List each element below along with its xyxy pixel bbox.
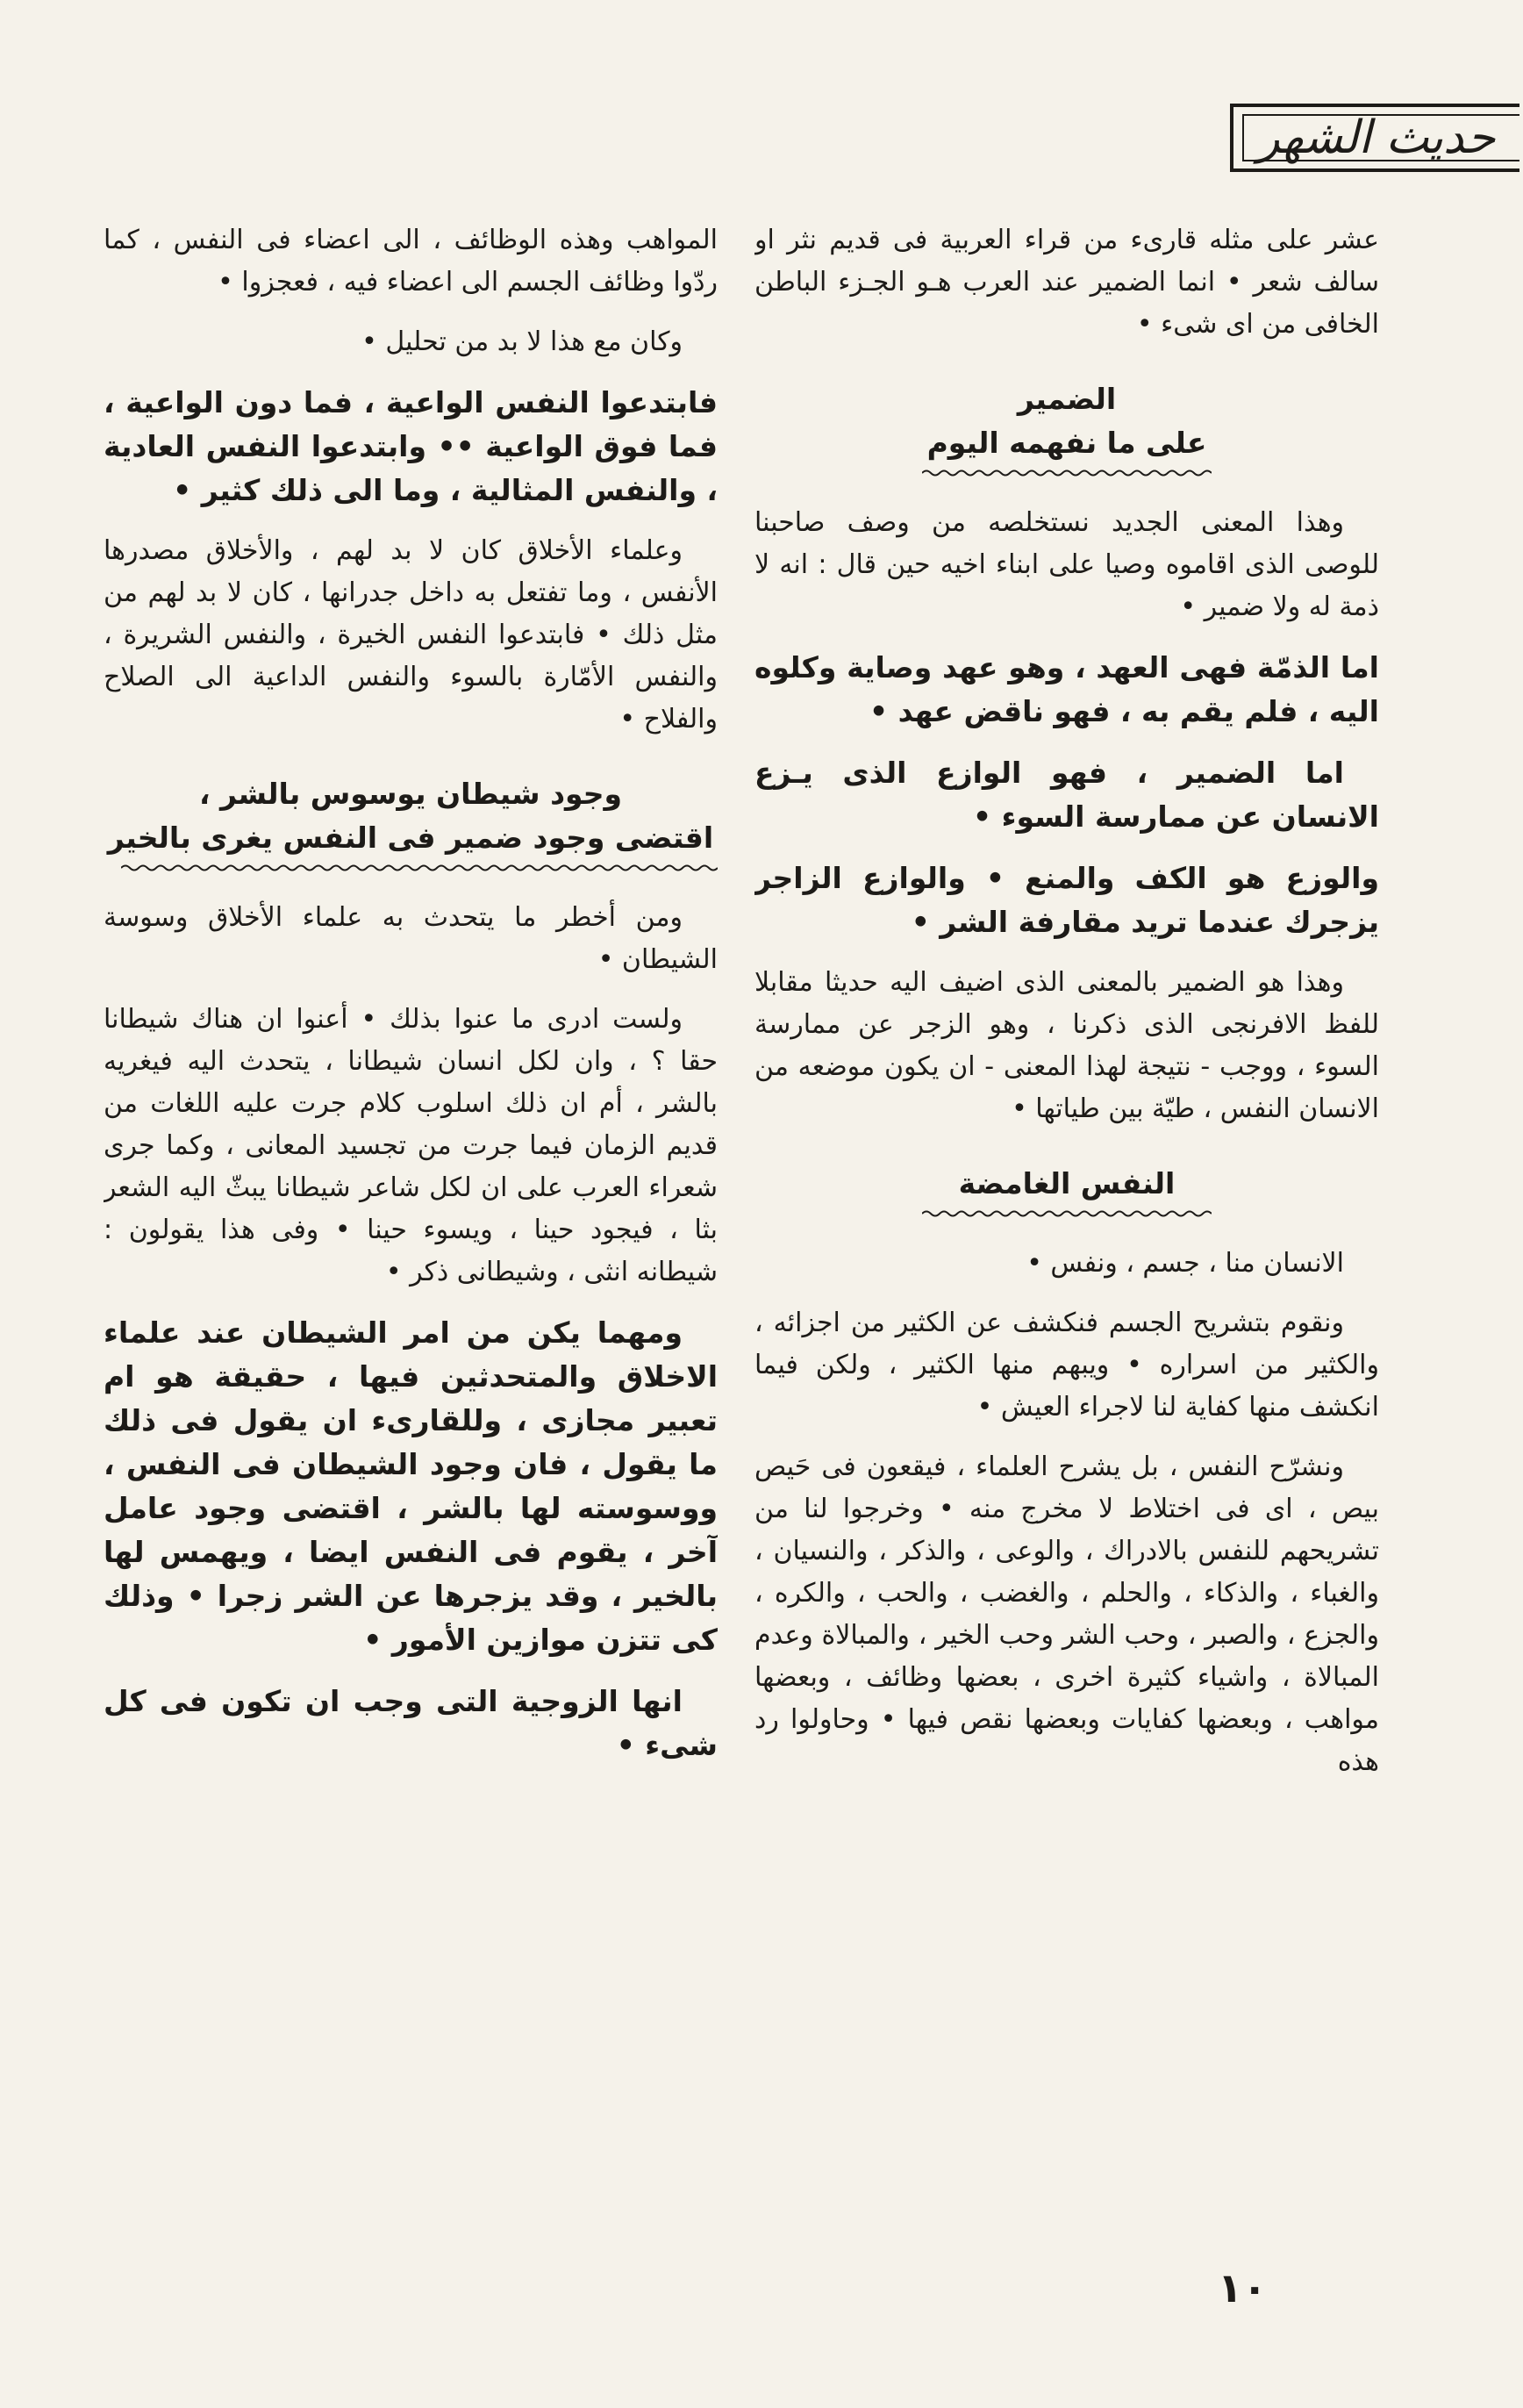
bold-paragraph: اما الضمير ، فهو الوازع الذى يـزع الانسان عن ممارسة السوء • <box>754 756 1379 834</box>
section-heading <box>104 772 718 860</box>
bold-paragraph: اما الذمّة فهى العهد ، وهو عهد وصاية وكلوه اليه ، فلم يقم به ، فهو ناقض عهد • <box>754 650 1379 728</box>
wavy-rule <box>922 469 1212 477</box>
paragraph: وهذا المعنى الجديد نستخلصه من وصف صاحبنا للوصى الذى اقاموه وصيا على ابناء اخيه حين قال : انه لا ذمة له ولا ضمير • <box>754 507 1379 622</box>
wavy-rule <box>922 1209 1212 1218</box>
paragraph: وهذا هو الضمير بالمعنى الذى اضيف اليه حديثا مقابلا للفظ الافرنجى الذى ذكرنا ، وهو الزجر عن ممارسة السوء ، ووجب - نتيجة لهذا المعنى - ان يكون موضعه من الانسان النفس ، طيّة بين طياتها • <box>754 967 1379 1124</box>
heading-line: وجود شيطان يوسوس بالشر ، <box>198 777 623 811</box>
section-title: حديث الشهر <box>1257 111 1496 164</box>
paragraph: ولست ادرى ما عنوا بذلك • أعنوا ان هناك شيطانا حقا ؟ ، وان لكل انسان شيطانا ، يتحدث اليه فيغريه بالشر ، أم ان ذلك اسلوب كلام جرت عليه اللغات من قديم الزمان فيما جرت من تجسيد المعانى ، وكما جرى شعراء العرب على ان لكل شاعر شيطانا يبثّ اليه الشعر بثا ، فيجود حينا ، ويسوء حينا • وفى هذا يقولون : شيطانه انثى ، وشيطانى ذكر • <box>104 1004 718 1287</box>
bold-paragraph: والوزع هو الكف والمنع • والوازع الزاجر يزجرك عندما تريد مقارفة الشر • <box>754 861 1379 939</box>
right-column <box>754 219 1379 2238</box>
left-column <box>104 219 718 2238</box>
section-header <box>1230 104 1519 172</box>
heading-line: النفس الغامضة <box>958 1166 1176 1200</box>
heading-line: الضمير <box>1017 382 1117 416</box>
bold-paragraph: فابتدعوا النفس الواعية ، فما دون الواعية ، فما فوق الواعية •• وابتدعوا النفس العادية ، والنفس المثالية ، وما الى ذلك كثير • <box>104 385 718 507</box>
bold-paragraph: انها الزوجية التى وجب ان تكون فى كل شىء • <box>104 1684 718 1762</box>
paragraph: المواهب وهذه الوظائف ، الى اعضاء فى النفس ، كما ردّوا وظائف الجسم الى اعضاء فيه ، فعجزوا • <box>104 225 718 297</box>
wavy-rule <box>121 864 718 872</box>
bold-paragraph: ومهما يكن من امر الشيطان عند علماء الاخلاق والمتحدثين فيها ، حقيقة هو ام تعبير مجازى ، وللقارىء ان يقول فى ذلك ما يقول ، فان وجود الشيطان فى النفس ، ووسوسته لها بالشر ، اقتضى وجود عامل آخر ، يقوم فى النفس ايضا ، ويهمس لها بالخير ، وقد يزجرها عن الشر زجرا • وذلك كى تتزن موازين الأمور • <box>104 1315 718 1657</box>
heading-line: على ما نفهمه اليوم <box>926 426 1207 460</box>
paragraph: عشر على مثله قارىء من قراء العربية فى قديم نثر او سالف شعر • انما الضمير عند العرب هـو الجـزء الباطن الخافى من اى شىء • <box>754 225 1379 340</box>
section-heading <box>754 1162 1379 1206</box>
paragraph: ونشرّح النفس ، بل يشرح العلماء ، فيقعون فى حَيص بيص ، اى فى اختلاط لا مخرج منه • وخرجوا لنا من تشريحهم للنفس بالادراك ، والوعى ، والذكر ، والنسيان ، والغباء ، والذكاء ، والحلم ، والغضب ، والحب ، والكره ، والجزع ، والصبر ، وحب الشر وحب الخير ، والمبالاة وعدم المبالاة ، واشياء كثيرة اخرى ، بعضها وظائف ، وبعضها مواهب ، وبعضها كفايات وبعضها نقص فيها • وحاولوا رد هذه <box>754 1451 1379 1777</box>
paragraph: وعلماء الأخلاق كان لا بد لهم ، والأخلاق مصدرها الأنفس ، وما تفتعل به داخل جدرانها ، كان لا بد لهم من مثل ذلك • فابتدعوا النفس الخيرة ، والنفس الشريرة ، والنفس الأمّارة بالسوء والنفس الداعية الى الصلاح والفلاح • <box>104 535 718 735</box>
page-number: ١٠ <box>1218 2264 1268 2311</box>
paragraph: ومن أخطر ما يتحدث به علماء الأخلاق وسوسة الشيطان • <box>104 902 718 975</box>
paragraph: وكان مع هذا لا بد من تحليل • <box>361 326 683 357</box>
paragraph: الانسان منا ، جسم ، ونفس • <box>1026 1248 1344 1279</box>
paragraph: ونقوم بتشريح الجسم فنكشف عن الكثير من اجزائه ، والكثير من اسراره • ويبهم منها الكثير ، ولكن فيما انكشف منها كفاية لنا لاجراء العيش • <box>754 1308 1379 1423</box>
heading-line: اقتضى وجود ضمير فى النفس يغرى بالخير <box>107 821 714 855</box>
section-heading <box>754 377 1379 465</box>
